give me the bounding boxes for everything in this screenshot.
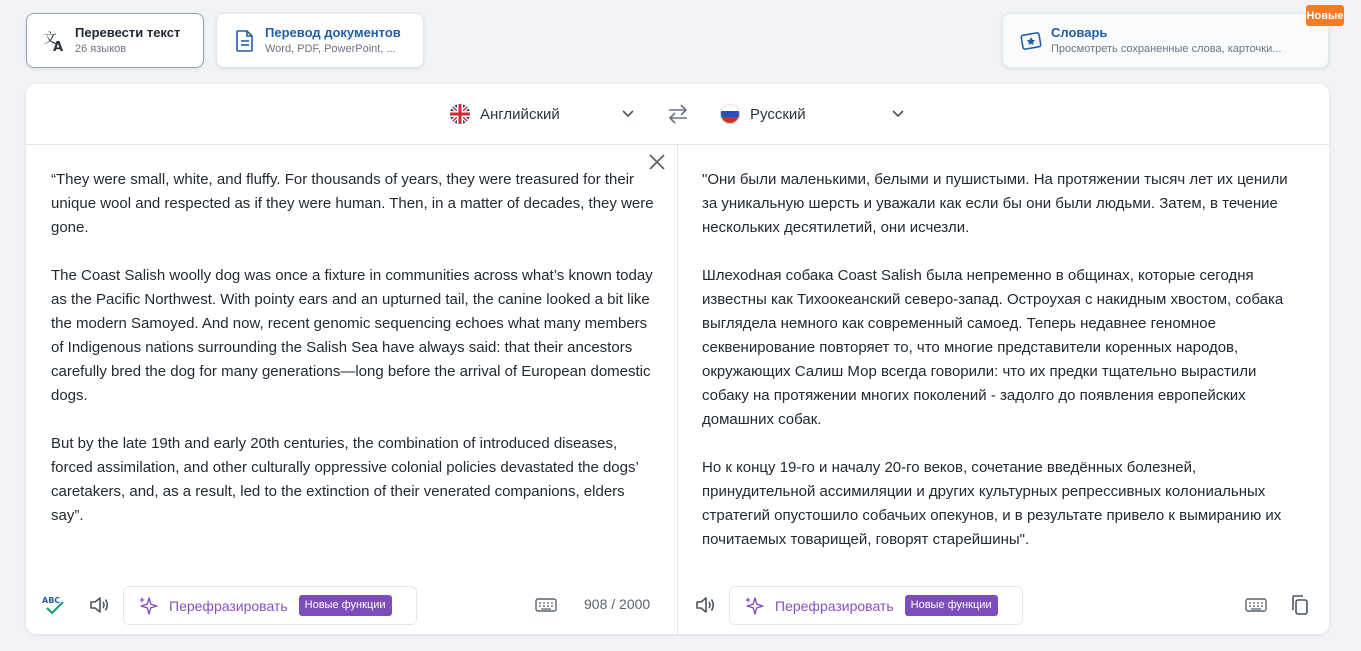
swap-languages-icon[interactable] (667, 104, 689, 124)
new-badge: Новые (1306, 5, 1344, 26)
copy-icon[interactable] (1290, 593, 1310, 617)
speaker-icon[interactable] (88, 594, 110, 616)
sparkle-icon (744, 595, 766, 617)
russia-flag-icon (720, 104, 740, 124)
pane-divider (677, 145, 678, 634)
chevron-down-icon (892, 110, 904, 118)
mode-subtitle: 26 языков (75, 42, 127, 55)
mode-dictionary[interactable] (1002, 13, 1329, 68)
rephrase-button[interactable] (123, 586, 417, 625)
mode-translate-documents[interactable] (216, 13, 424, 68)
sparkle-icon (138, 595, 160, 617)
speaker-icon[interactable] (694, 594, 716, 616)
star-card-icon (1018, 28, 1044, 54)
rephrase-label: Перефразировать (775, 597, 894, 614)
svg-text:文: 文 (43, 30, 57, 47)
character-counter: 908 / 2000 (584, 596, 651, 612)
new-features-badge: Новые функции (299, 595, 392, 616)
keyboard-icon[interactable] (1245, 596, 1267, 614)
svg-text:A: A (53, 39, 64, 52)
source-language-label: Английский (480, 105, 560, 123)
uk-flag-icon (450, 104, 470, 124)
translation-output: "Они были маленькими, белыми и пушистыми. На протяжении тысяч лет их ценили за уникальную шерсть и уважали как если бы они были людьми. Затем, в течение нескольких десятилетий, они исчезли. Шлехodная собака Coast Salish была непременно в общинах, которые сегодня известны как Тихоокеанский северо-запад. Остроухая с накидным хвостом, собака выглядела немного как современный самоед. Теперь недавнее геномное секвенирование повторяет то, что многие представители коренных народов, окружающих Салиш Мор всегда говорили: что их предки тщательно вырастили собаку на протяжении многих поколений - задолго до появления европейских домашних собак. Но к концу 19-го и началу 20-го веков, сочетание введённых болезней, принудительной ассимиляции и других культурных репрессивных колониальных стратегий опустошило собачьих опекунов, и в результате привело к вымиранию их почитаемых товарищей, говорят старейшины". (702, 171, 1288, 548)
svg-text:ABC: ABC (42, 596, 61, 605)
new-features-badge: Новые функции (905, 595, 998, 616)
translate-icon (42, 28, 68, 54)
language-bar (26, 84, 1329, 145)
source-language-select[interactable] (450, 101, 634, 127)
mode-translate-text[interactable] (26, 13, 204, 68)
rephrase-label: Перефразировать (169, 597, 288, 614)
source-text-area[interactable]: “They were small, white, and fluffy. For thousands of years, they were treasured for their unique wool and respected as if they were human. Then, in a matter of decades, they were gone. The Coast Salish woolly dog was once a fixture in communities across what’s known today as the Pacific Northwest. With pointy ears and an upturned tail, the canine looked a bit like the modern Samoyed. And now, recent genomic sequencing echoes what many members of Indigenous nations surrounding the Salish Sea have always said: that their ancestors carefully bred the dog for many generations—long before the arrival of European domestic dogs. But by the late 19th and early 20th centuries, the combination of introduced diseases, forced assimilation, and other culturally oppressive colonial policies devastated the dogs’ caretakers, and, as a result, led to the extinction of their venerated companions, elders say”. (51, 171, 654, 524)
document-icon (232, 28, 258, 54)
spellcheck-icon[interactable] (41, 594, 67, 616)
mode-title: Перевести текст (75, 24, 181, 40)
mode-subtitle: Просмотреть сохраненные слова, карточки... (1051, 42, 1282, 55)
target-language-select[interactable] (720, 101, 904, 127)
rephrase-button[interactable] (729, 586, 1023, 625)
keyboard-icon[interactable] (535, 596, 557, 614)
mode-title: Перевод документов (265, 24, 401, 40)
chevron-down-icon (622, 110, 634, 118)
mode-subtitle: Word, PDF, PowerPoint, ... (265, 42, 396, 55)
translator-panel (26, 84, 1329, 634)
mode-title: Словарь (1051, 24, 1108, 40)
target-language-label: Русский (750, 105, 806, 123)
